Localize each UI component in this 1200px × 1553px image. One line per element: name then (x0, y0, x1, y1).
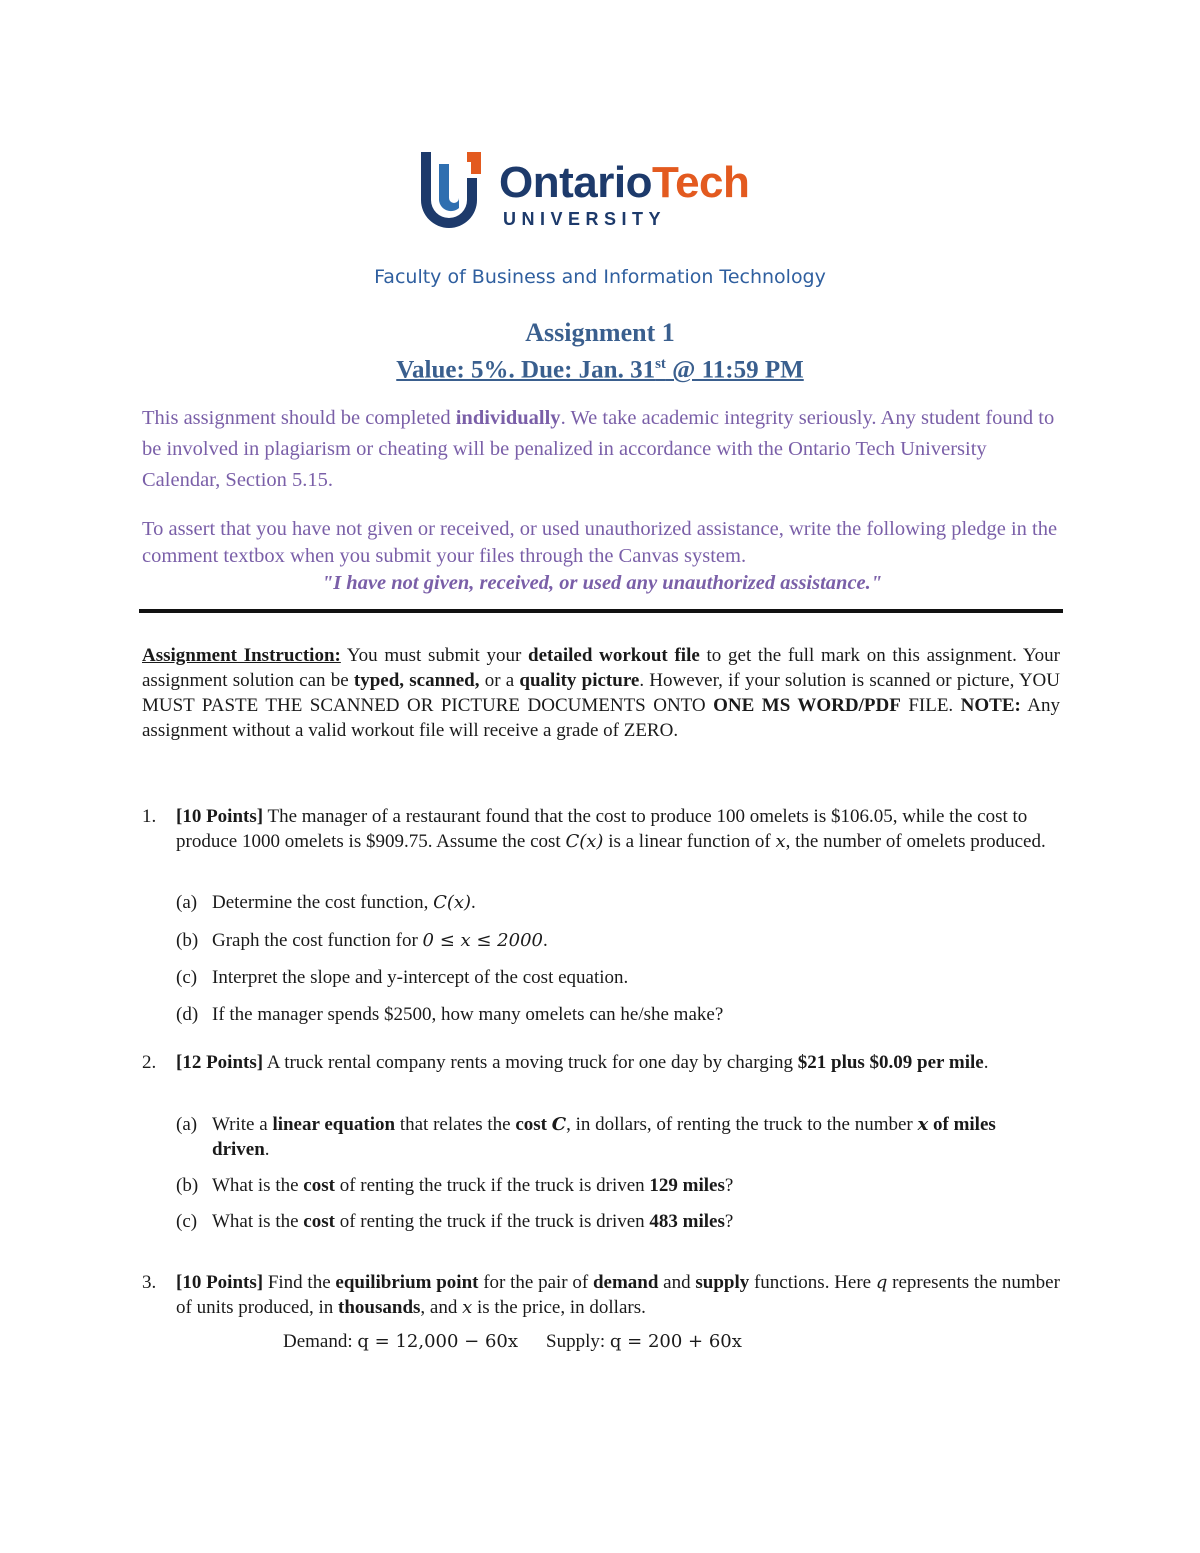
question-1b: (b) Graph the cost function for 0 ≤ x ≤ 2000. (176, 930, 548, 951)
question-1d: (d) If the manager spends $2500, how many omelets can he/she make? (176, 1004, 724, 1025)
pledge-text: To assert that you have not given or received, or used unauthorized assistance, write the following pledge in the comment textbox when you submit your files through the Canvas system. (142, 518, 1058, 567)
integrity-notice: This assignment should be completed individually. We take academic integrity seriously. Any student found to be involved in plagiarism or cheating will be penalized in accordance with the Ontario Tech University Calendar, Section 5.15. (142, 407, 1055, 491)
logo-subtitle: UNIVERSITY (503, 209, 667, 229)
question-2a: (a) Write a linear equation that relates the cost C, in dollars, of renting the truck to the number x of miles driven. (176, 1114, 996, 1160)
demand-equation: q = 12,000 − 60x (357, 1331, 519, 1352)
divider (139, 609, 1063, 613)
assignment-instruction: Assignment Instruction: You must submit your detailed workout file to get the full mark on this assignment. Your assignment solution can be typed, scanned, or a quality picture. However, if your solution is scanned or picture, YOU MUST PASTE THE SCANNED OR PICTURE DOCUMENTS ONTO ONE MS WORD/PDF FILE. NOTE: Any assignment without a valid workout file will receive a grade of ZERO. (142, 645, 1060, 741)
equations: Demand: q = 12,000 − 60x Supply: q = 200 + 60x (283, 1331, 742, 1352)
question-2c: (c) What is the cost of renting the truck if the truck is driven 483 miles? (176, 1211, 734, 1232)
logo-wordmark: OntarioTech (499, 158, 750, 207)
university-logo (419, 150, 779, 232)
faculty-name: Faculty of Business and Information Technology (374, 266, 826, 288)
question-2: 2. [12 Points] A truck rental company rents a moving truck for one day by charging $21 plus $0.09 per mile. (142, 1052, 989, 1073)
assignment-title: Assignment 1 (525, 318, 675, 347)
pledge-notice (142, 516, 1062, 597)
question-1a: (a) Determine the cost function, C(x). (176, 892, 476, 913)
question-3: 3. [10 Points] Find the equilibrium point for the pair of demand and supply functions. Here q represents the number of units produced, in thousands, and x is the price, in dollars. (142, 1272, 1060, 1318)
question-1: 1. [10 Points] The manager of a restaurant found that the cost to produce 100 omelets is $106.05, while the cost to produce 1000 omelets is $909.75. Assume the cost C(x) is a linear function of x, the number of omelets produced. (142, 806, 1046, 852)
pledge-quote: "I have not given, received, or used any unauthorized assistance." (321, 572, 883, 594)
due-line: Value: 5%. Due: Jan. 31st @ 11:59 PM (396, 356, 804, 384)
ontario-tech-shield-icon (419, 150, 487, 232)
supply-equation: q = 200 + 60x (609, 1331, 742, 1352)
question-1c: (c) Interpret the slope and y-intercept of the cost equation. (176, 967, 629, 988)
question-2b: (b) What is the cost of renting the truck if the truck is driven 129 miles? (176, 1175, 734, 1196)
